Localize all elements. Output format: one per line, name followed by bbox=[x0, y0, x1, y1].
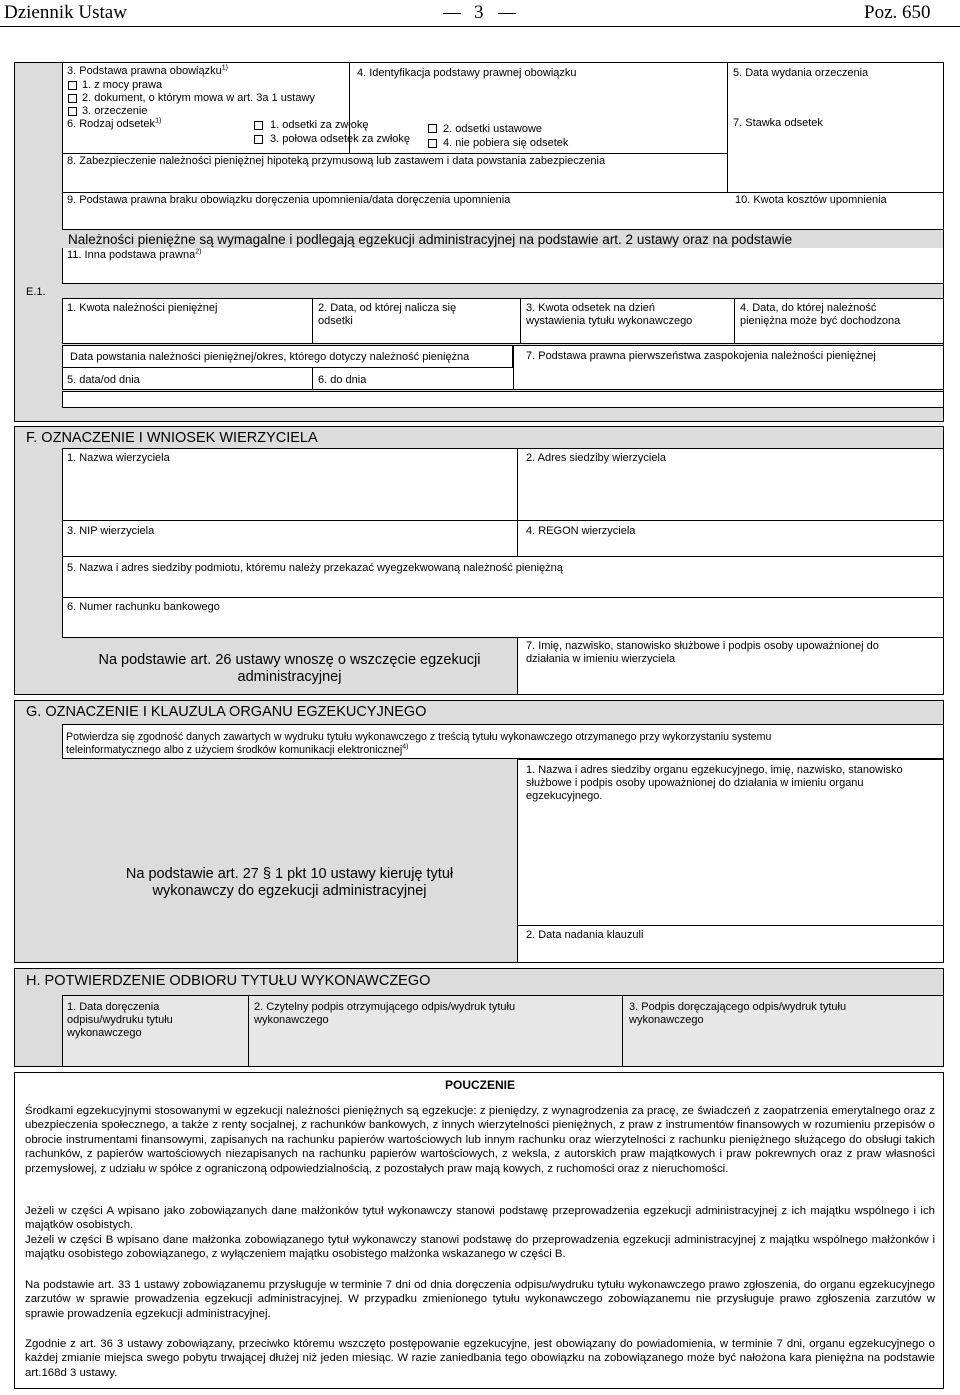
g-clause-line1: Na podstawie art. 27 § 1 pkt 10 ustawy kieruję tytuł bbox=[125, 866, 454, 882]
f-field-2: 2. Adres siedziby wierzyciela bbox=[526, 452, 667, 464]
e-field-1: 1. Kwota należności pieniężnej bbox=[67, 302, 218, 314]
e-field-7: 7. Podstawa prawna pierwszeństwa zaspokojenia należności pieniężnej bbox=[526, 350, 876, 362]
checkbox-z-mocy-prawa[interactable] bbox=[68, 81, 77, 90]
h-field-1-line1: 1. Data doręczenia bbox=[67, 1001, 160, 1013]
f-field-6: 6. Numer rachunku bankowego bbox=[67, 601, 220, 613]
f-div-1-2 bbox=[517, 448, 518, 556]
instruction-paragraph-1: Środkami egzekucyjnymi stosowanymi w egzekucji należności pieniężnych są egzekucje: z pieniędzy, z wynagrodzenia za pracę, ze świadczeń z zaopatrzenia emerytalnego oraz z ubezpieczenia społecznego, a także z renty socjalnej, z rachunków bankowych, z innych wierzytelności pieniężnych, z praw z instrumentów finansowych w rozumieniu przepisów o obrocie instrumentami finansowymi, zapisanych na rachunku papierów wartościowych lub innym rachunku oraz wierzytelności z rachunku pieniężnego służącego do obsługi takich rachunków, z papierów wartościowych niezapisanych na rachunku papierów wartościowych, z weksla, z autorskich praw majątkowych i praw pokrewnych oraz z praw własności przemysłowej, z udziału w spółce z ograniczoną odpowiedzialnością, z pozostałych praw mają kowych, z ruchomości oraz z nieruchomości. bbox=[25, 1105, 935, 1175]
f-div-row3 bbox=[62, 520, 944, 521]
h-field-2-line2: wykonawczego bbox=[254, 1014, 329, 1026]
checkbox-nie-pobiera[interactable] bbox=[428, 139, 437, 148]
f-field-7-line1: 7. Imię, nazwisko, stanowisko służbowe i podpis osoby upoważnionej do bbox=[526, 640, 879, 652]
e-field-6: 6. do dnia bbox=[318, 374, 367, 386]
d-divider-row9 bbox=[62, 192, 944, 193]
d-divider-4-5 bbox=[727, 62, 728, 192]
page-number: 3 bbox=[474, 2, 484, 23]
f-div-row5 bbox=[62, 556, 944, 557]
section-h-title: H. POTWIERDZENIE ODBIORU TYTUŁU WYKONAWCZEGO bbox=[26, 973, 431, 989]
instruction-paragraph-2: Jeżeli w części A wpisano jako zobowiązanych dane małżonków tytuł wykonawczy stanowi podstawę przeprowadzenia egzekucji administracyjnej z ich majątku wspólnego i ich majątków osobistych. bbox=[25, 1205, 935, 1232]
e-div-dates bbox=[312, 368, 313, 390]
e-field-3-line1: 3. Kwota odsetek na dzień bbox=[526, 302, 656, 314]
f-field-7-line2: działania w imieniu wierzyciela bbox=[526, 653, 676, 665]
field-3-label: 3. Podstawa prawna obowiązku$^{1)}$ bbox=[67, 64, 228, 77]
h-field-1-line2: odpisu/wydruku tytułu bbox=[67, 1014, 173, 1026]
field-10-label: 10. Kwota kosztów upomnienia bbox=[735, 194, 887, 206]
page-number-dash-left bbox=[443, 13, 461, 14]
field-5-label: 5. Data wydania orzeczenia bbox=[733, 67, 869, 79]
instruction-paragraph-3: Jeżeli w części B wpisano dane małżonka zobowiązanego tytuł wykonawczy stanowi podstawę do przeprowadzenia egzekucji administracyjnej z majątku wspólnego małżonków i majątku osobistego zobowiązanego, z wyłączeniem majątku osobistego małżonka wskazanego w części B. bbox=[25, 1234, 935, 1261]
field-11-label-overlay: 11. Inna podstawa prawna$^{2)}$ bbox=[67, 248, 202, 261]
f-div-row6 bbox=[62, 597, 944, 598]
f-request-line2: administracyjnej bbox=[237, 669, 342, 685]
section-g-title: G. OZNACZENIE I KLAUZULA ORGANU EGZEKUCYJNEGO bbox=[26, 704, 427, 720]
enforcement-statement: Należności pieniężne są wymagalne i podlegają egzekucji administracyjnej na podstawie art. 2 ustawy oraz na podstawie bbox=[68, 232, 793, 247]
checkbox-orzeczenie[interactable] bbox=[68, 107, 77, 116]
e-div-period bbox=[513, 345, 514, 390]
instruction-paragraph-5: Zgodnie z art. 36 3 ustawy zobowiązany, przeciwko któremu wszczęto postępowanie egzekucyjne, jest obowiązany do powiadomienia, w terminie 7 dni, organu egzekucyjnego o każdej zmianie miejsca swego pobytu trwającej dłużej niż jeden miesiąc. W razie zaniedbania tego obowiązku na zobowiązanego może być nałożona kara pieniężna na podstawie art.168d 3 ustawy. bbox=[25, 1338, 935, 1379]
option-orzeczenie: 3. orzeczenie bbox=[82, 105, 148, 117]
option-odsetki-za-zwloke: 1. odsetki za zwłokę bbox=[270, 119, 369, 131]
f-field-3: 3. NIP wierzyciela bbox=[67, 525, 155, 537]
header-rule bbox=[0, 26, 960, 27]
field-9-label: 9. Podstawa prawna braku obowiązku doręczenia upomnienia/data doręczenia upomnienia bbox=[67, 194, 511, 206]
g-field-1-line3: egzekucyjnego. bbox=[526, 790, 603, 802]
journal-title: Dziennik Ustaw bbox=[4, 2, 127, 23]
instruction-title: POUCZENIE bbox=[444, 1078, 515, 1092]
h-field-3-line2: wykonawczego bbox=[629, 1014, 704, 1026]
g-field-1-line1: 1. Nazwa i adres siedziby organu egzekucyjnego, imię, nazwisko, stanowisko bbox=[526, 764, 903, 776]
e-field-4-line1: 4. Data, do której należność bbox=[740, 302, 877, 314]
section-f-title: F. OZNACZENIE I WNIOSEK WIERZYCIELA bbox=[26, 430, 318, 446]
field-6-label: 6. Rodzaj odsetek$^{1)}$ bbox=[67, 117, 162, 130]
g-div-date bbox=[517, 925, 944, 926]
checkbox-odsetki-za-zwloke[interactable] bbox=[254, 121, 263, 130]
e-period-header-text: Data powstania należności pieniężnej/okres, którego dotyczy należność pieniężna bbox=[70, 351, 470, 363]
e-field-2-line1: 2. Data, od której nalicza się bbox=[318, 302, 457, 314]
h-div-2 bbox=[622, 995, 623, 1067]
e-field-4-line2: pieniężna może być dochodzona bbox=[740, 315, 901, 327]
option-z-mocy-prawa: 1. z mocy prawa bbox=[82, 79, 163, 91]
e-div-3 bbox=[734, 298, 735, 344]
g-confirmation-line2: teleinformatycznego albo z użyciem środków komunikacji elektronicznej$^{4)}$ bbox=[66, 743, 409, 756]
option-odsetki-ustawowe: 2. odsetki ustawowe bbox=[443, 123, 543, 135]
checkbox-polowa-odsetek[interactable] bbox=[254, 135, 263, 144]
position-number: Poz. 650 bbox=[864, 2, 931, 23]
e-field-2-line2: odsetki bbox=[318, 315, 353, 327]
d-divider-row8 bbox=[62, 153, 727, 154]
h-field-1-line3: wykonawczego bbox=[67, 1027, 142, 1039]
g-confirmation-line1: Potwierdza się zgodność danych zawartych w wydruku tytułu wykonawczego z treścią tytułu wykonawczego otrzymanego przy wykorzystaniu systemu bbox=[66, 731, 772, 743]
e-spacer bbox=[62, 391, 944, 408]
field-8-label: 8. Zabezpieczenie należności pieniężnej hipoteką przymusową lub zastawem i data powstania zabezpieczenia bbox=[67, 155, 606, 167]
h-field-3-line1: 3. Podpis doręczającego odpis/wydruk tytułu bbox=[629, 1001, 847, 1013]
f-request-line1: Na podstawie art. 26 ustawy wnoszę o wszczęcie egzekucji bbox=[98, 652, 481, 668]
g-field-1-line2: służbowe i podpis osoby upoważnionej do działania w imieniu organu bbox=[526, 777, 864, 789]
h-field-2-line1: 2. Czytelny podpis otrzymującego odpis/wydruk tytułu bbox=[254, 1001, 516, 1013]
f-field-5: 5. Nazwa i adres siedziby podmiotu, któremu należy przekazać wyegzekwowaną należność pieniężną bbox=[67, 562, 563, 574]
g-clause-line2: wykonawczy do egzekucji administracyjnej bbox=[152, 883, 427, 899]
field-7-label: 7. Stawka odsetek bbox=[733, 117, 823, 129]
e1-row-label: E.1. bbox=[26, 286, 46, 298]
option-dokument: 2. dokument, o którym mowa w art. 3a 1 ustawy bbox=[82, 92, 315, 104]
h-div-1 bbox=[248, 995, 249, 1067]
instruction-paragraph-4: Na podstawie art. 33 1 ustawy zobowiązanemu przysługuje w terminie 7 dni od dnia doręczenia odpisu/wydruku tytułu wykonawczego prawo zgłoszenia, do organu egzekucyjnego zarzutów w sprawie prowadzenia egzekucji administracyjnej. W przypadku zmienionego tytułu wykonawczego zobowiązanemu nie przysługuje prawo zgłoszenia zarzutów w sprawie prowadzenia egzekucji administracyjnej. bbox=[25, 1279, 935, 1320]
e-div-2 bbox=[520, 298, 521, 344]
e-field-5: 5. data/od dnia bbox=[67, 374, 140, 386]
option-polowa-odsetek: 3. połowa odsetek za zwłokę bbox=[270, 133, 411, 145]
e-div-1 bbox=[312, 298, 313, 344]
f-field-4: 4. REGON wierzyciela bbox=[526, 525, 636, 537]
page-number-dash-right bbox=[498, 13, 516, 14]
f-field-1: 1. Nazwa wierzyciela bbox=[67, 452, 170, 464]
option-nie-pobiera: 4. nie pobiera się odsetek bbox=[443, 137, 569, 149]
field-4-label: 4. Identyfikacja podstawy prawnej obowiązku bbox=[357, 67, 577, 79]
checkbox-odsetki-ustawowe[interactable] bbox=[428, 124, 437, 133]
e-field-3-line2: wystawienia tytułu wykonawczego bbox=[526, 315, 693, 327]
g-field-2: 2. Data nadania klauzuli bbox=[526, 929, 644, 941]
checkbox-dokument[interactable] bbox=[68, 94, 77, 103]
